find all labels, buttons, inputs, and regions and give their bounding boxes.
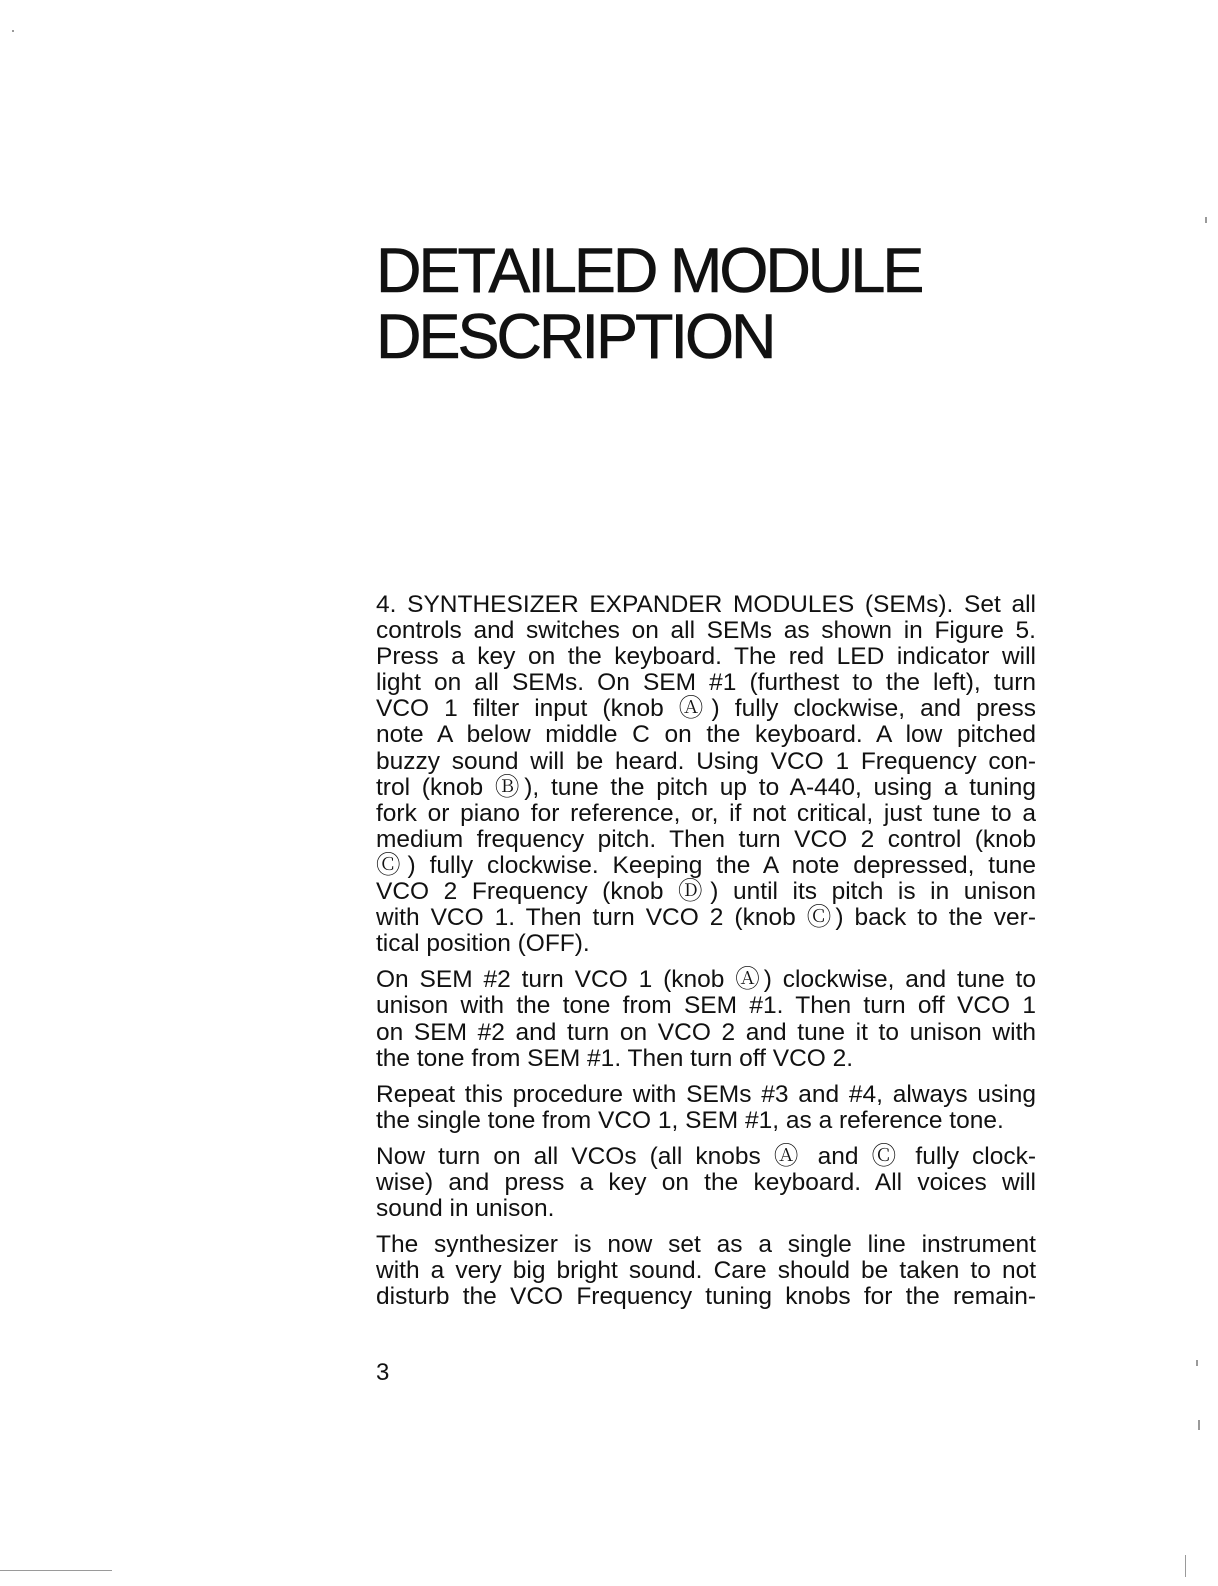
text-line: On SEM #2 turn VCO 1 (knob Ⓐ) clockwise, and tune to (376, 966, 1036, 994)
text-line: 4. SYNTHESIZER EXPANDER MODULES (SEMs). Set all (376, 591, 1036, 618)
paragraph-sem-tuning (376, 592, 1036, 957)
text-line: wise) and press a key on the keyboard. All voices will (376, 1168, 1036, 1196)
paragraph-repeat-procedure (376, 1082, 1036, 1134)
text-line: note A below middle C on the keyboard. A low pitched (376, 721, 1036, 749)
paragraph-sem-2 (376, 967, 1036, 1071)
scan-artifact-dot (1196, 1360, 1198, 1366)
text-line: with a very big bright sound. Care should be taken to not (376, 1257, 1036, 1285)
scan-artifact-line (1185, 1555, 1186, 1577)
text-line: the tone from SEM #1. Then turn off VCO 2. (376, 1044, 854, 1072)
text-line: Press a key on the keyboard. The red LED indicator will (376, 643, 1036, 671)
scan-artifact-dot (1205, 217, 1207, 223)
text-line: VCO 1 filter input (knob Ⓐ) fully clockwise, and press (376, 695, 1036, 723)
paragraph-all-vcos (376, 1144, 1036, 1222)
body-text (376, 592, 1036, 1320)
scan-artifact-dot (12, 30, 14, 32)
text-line: medium frequency pitch. Then turn VCO 2 control (knob (376, 825, 1036, 853)
text-line: light on all SEMs. On SEM #1 (furthest to the left), turn (376, 669, 1036, 697)
text-line: disturb the VCO Frequency tuning knobs for the remain- (376, 1283, 1036, 1311)
text-line: sound in unison. (376, 1195, 555, 1223)
text-line: buzzy sound will be heard. Using VCO 1 Frequency con- (376, 747, 1036, 775)
text-line: controls and switches on all SEMs as shown in Figure 5. (376, 617, 1036, 645)
text-line: on SEM #2 and turn on VCO 2 and tune it to unison with (376, 1018, 1036, 1046)
page-number: 3 (376, 1359, 390, 1386)
text-line: The synthesizer is now set as a single line instrument (376, 1231, 1036, 1259)
text-line: fork or piano for reference, or, if not critical, just tune to a (376, 799, 1036, 827)
scan-artifact-dot (1198, 1420, 1200, 1430)
text-line: trol (knob Ⓑ), tune the pitch up to A-440, using a tuning (376, 773, 1036, 801)
text-line: unison with the tone from SEM #1. Then turn off VCO 1 (376, 992, 1036, 1020)
page-title (376, 238, 1096, 370)
text-line: Now turn on all VCOs (all knobs Ⓐ and Ⓒ fully clock- (376, 1142, 1036, 1170)
text-line: with VCO 1. Then turn VCO 2 (knob Ⓒ) back to the ver- (376, 904, 1036, 932)
text-line: the single tone from VCO 1, SEM #1, as a reference tone. (376, 1106, 1004, 1134)
text-line: Ⓒ) fully clockwise. Keeping the A note depressed, tune (376, 851, 1036, 879)
text-line: tical position (OFF). (376, 930, 590, 958)
scan-artifact-line (0, 1570, 112, 1571)
paragraph-single-line-instrument (376, 1232, 1036, 1310)
text-line: VCO 2 Frequency (knob Ⓓ) until its pitch is in unison (376, 878, 1036, 906)
page-title-line: DETAILED MODULE (376, 236, 922, 306)
page-title-line: DESCRIPTION (376, 302, 774, 372)
text-line: Repeat this procedure with SEMs #3 and #4, always using (376, 1080, 1036, 1108)
